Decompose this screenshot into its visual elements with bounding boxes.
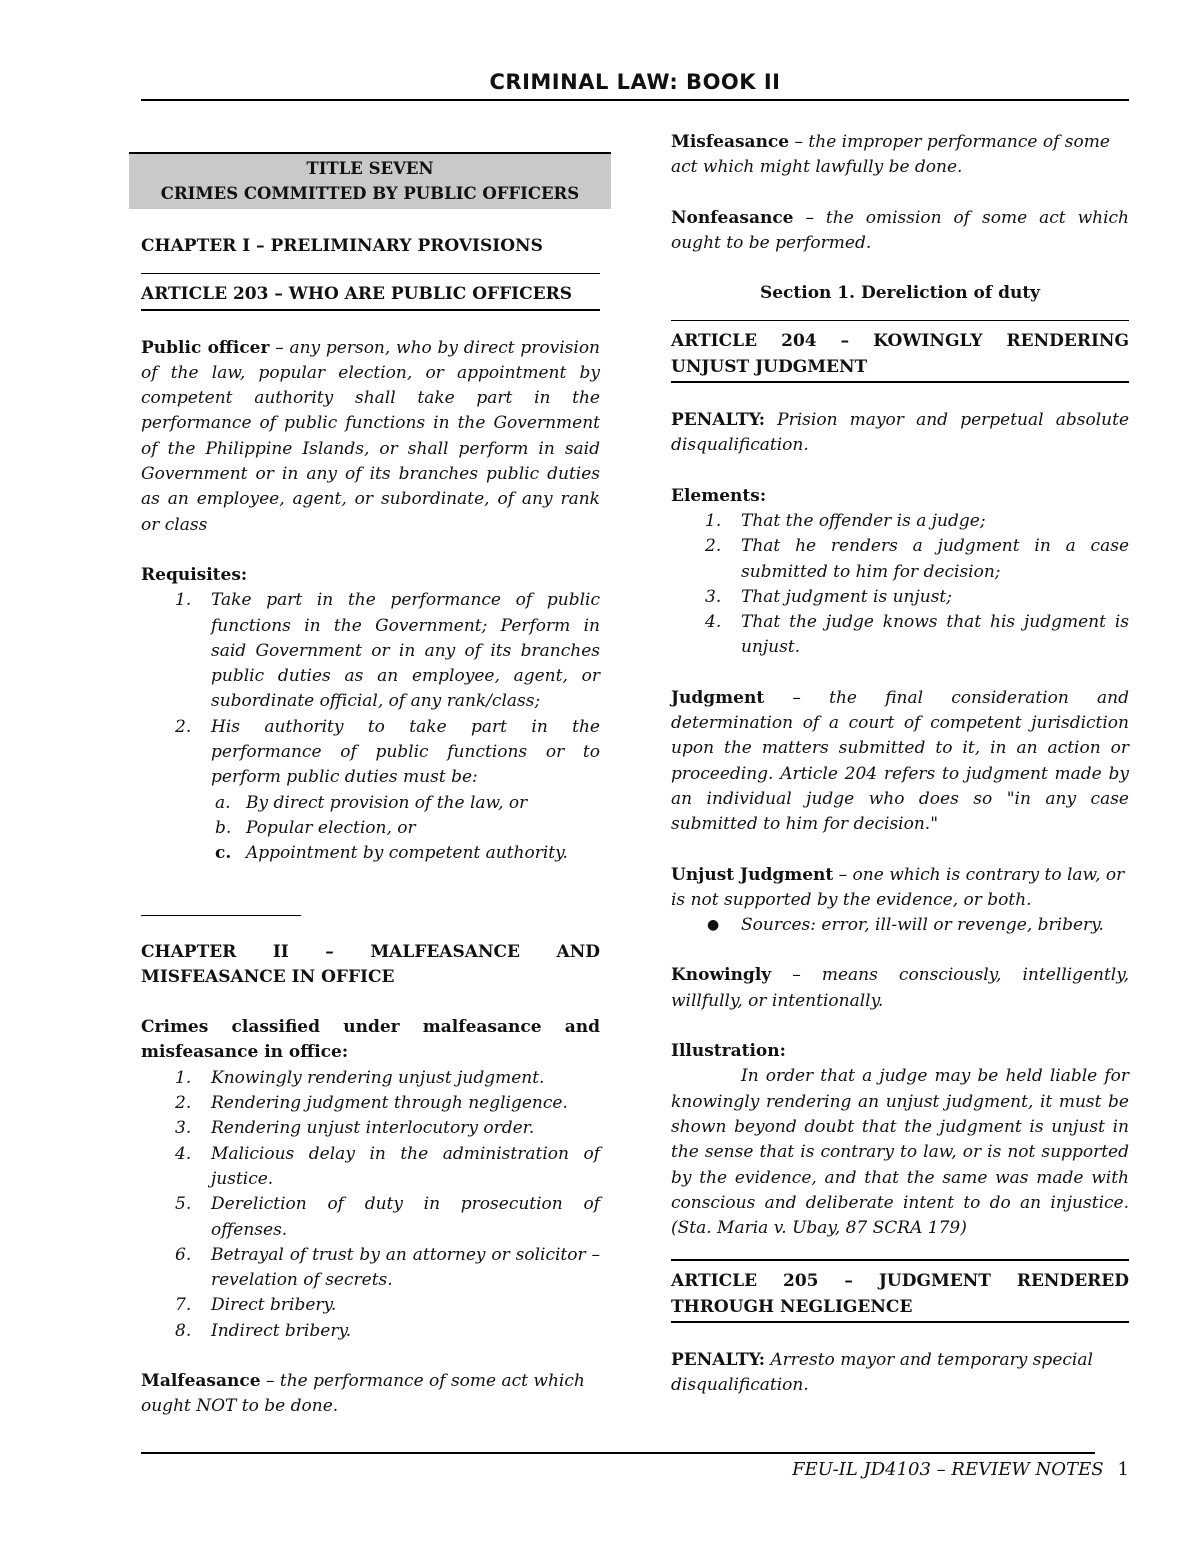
bullet-icon: ● xyxy=(707,917,720,934)
list-text: That judgment is unjust; xyxy=(741,586,952,607)
misfeasance-text: – the improper performance of some act which might lawfully be done. xyxy=(671,132,1110,178)
list-text: That the offender is a judge; xyxy=(741,510,986,531)
header-rule xyxy=(141,99,1129,101)
public-officer-term: Public officer xyxy=(141,337,270,358)
penalty-204 xyxy=(671,408,1129,459)
list-item xyxy=(141,715,600,791)
list-text: Malicious delay in the administration of justice. xyxy=(211,1143,600,1189)
page-footer xyxy=(700,1457,1129,1482)
judgment-term: Judgment xyxy=(671,687,765,708)
penalty-204-text: Prision mayor and perpetual absolute disqualification. xyxy=(671,410,1129,456)
malfeasance-text: – the performance of some act which ought NOT to be done. xyxy=(141,1370,585,1417)
list-text: His authority to take part in the performance of public functions or to perform public duties must be: xyxy=(211,716,600,788)
list-item xyxy=(141,1319,600,1344)
list-item xyxy=(141,1192,600,1243)
article-205-heading: ARTICLE 205 – JUDGMENT RENDERED THROUGH NEGLIGENCE xyxy=(671,1259,1129,1323)
list-text: That the judge knows that his judgment is unjust. xyxy=(741,612,1129,658)
sources-list xyxy=(671,913,1129,938)
list-item xyxy=(671,534,1129,585)
malfeasance-term: Malfeasance xyxy=(141,1370,261,1391)
list-text: Indirect bribery. xyxy=(211,1320,352,1341)
title-line-1: TITLE SEVEN xyxy=(306,159,434,178)
list-letter: c. xyxy=(215,843,232,864)
nonfeasance-term: Nonfeasance xyxy=(671,207,794,228)
penalty-205 xyxy=(671,1348,1129,1399)
public-officer-text: – any person, who by direct provision of the law, popular election, or appointment by competent authority shall take part in the performance of public functions in the Government of the Philippine Islands, or shall perform in said Government or in any of its branches public duties as an employee, agent, or subordinate, of any rank or class xyxy=(141,337,601,535)
list-text: Knowingly rendering unjust judgment. xyxy=(211,1067,545,1088)
crimes-list xyxy=(141,1066,600,1344)
list-text: Rendering unjust interlocutory order. xyxy=(211,1118,535,1139)
list-number: 4. xyxy=(175,1143,192,1164)
knowingly-term: Knowingly xyxy=(671,965,772,986)
illustration-text xyxy=(671,1064,1129,1241)
chapter-2-heading: CHAPTER II – MALFEASANCE AND MISFEASANCE IN OFFICE xyxy=(141,941,600,987)
list-text: Popular election, or xyxy=(246,817,416,838)
nonfeasance-text: – the omission of some act which ought to be performed. xyxy=(671,207,1129,253)
page-header-title: CRIMINAL LAW: BOOK II xyxy=(489,70,781,94)
list-number: 5. xyxy=(175,1194,192,1215)
list-item xyxy=(141,1091,600,1116)
requisites-list xyxy=(141,588,600,790)
list-item xyxy=(141,1142,600,1193)
list-text: Take part in the performance of public functions in the Government; Perform in said Government or in any of its branches public duties as an employee, agent, or subordinate official, of any rank/class; xyxy=(211,590,600,712)
list-text: Dereliction of duty in prosecution of offenses. xyxy=(211,1194,600,1240)
list-number: 1. xyxy=(175,590,192,611)
article-204-heading: ARTICLE 204 – KOWINGLY RENDERING UNJUST JUDGMENT xyxy=(671,320,1129,383)
section-1-heading: Section 1. Dereliction of duty xyxy=(759,283,1041,304)
list-item xyxy=(141,1243,600,1294)
list-item xyxy=(671,610,1129,661)
sub-requisites-list xyxy=(141,791,600,867)
footer-rule xyxy=(141,1452,1095,1454)
elements-list xyxy=(671,509,1129,661)
list-number: 2. xyxy=(705,536,722,557)
unjust-judgment-definition xyxy=(671,863,1129,914)
list-number: 2. xyxy=(175,1093,192,1114)
list-number: 2. xyxy=(175,716,192,737)
list-item xyxy=(141,1066,600,1091)
crimes-label: Crimes classified under malfeasance and misfeasance in office: xyxy=(141,1017,600,1063)
penalty-205-text: Arresto mayor and temporary special disqualification. xyxy=(671,1349,1093,1396)
penalty-label: PENALTY: xyxy=(671,1349,765,1370)
list-item xyxy=(141,1293,600,1318)
list-text: Sources: error, ill-will or revenge, bribery. xyxy=(741,915,1104,936)
public-officer-definition xyxy=(141,336,600,538)
illustration-body: In order that a judge may be held liable for knowingly rendering an unjust judgment, it must be shown beyond doubt that the judgment is unjust in the sense that is contrary to law, or is not supported by the evidence, and that the same was made with conscious and deliberate intent to do an injustice. (Sta. Maria v. Ubay, 87 SCRA 179) xyxy=(671,1066,1129,1239)
list-number: 3. xyxy=(705,586,722,607)
list-text: That he renders a judgment in a case submitted to him for decision; xyxy=(741,536,1129,582)
judgment-definition xyxy=(671,686,1129,838)
knowingly-definition xyxy=(671,963,1129,1014)
footer-text: FEU-IL JD4103 – REVIEW NOTES xyxy=(792,1459,1104,1480)
list-number: 4. xyxy=(705,612,722,633)
list-item xyxy=(671,913,1129,938)
penalty-label: PENALTY: xyxy=(671,410,765,431)
list-text: Rendering judgment through negligence. xyxy=(211,1093,568,1114)
list-item xyxy=(141,588,600,714)
chapter-1-heading: CHAPTER I – PRELIMINARY PROVISIONS xyxy=(141,236,543,256)
list-number: 1. xyxy=(705,510,722,531)
malfeasance-definition xyxy=(141,1369,600,1420)
list-item xyxy=(141,841,600,866)
list-text: Direct bribery. xyxy=(211,1295,337,1316)
list-number: 3. xyxy=(175,1118,192,1139)
list-text: By direct provision of the law, or xyxy=(246,792,528,813)
elements-label: Elements: xyxy=(671,485,767,506)
list-letter: b. xyxy=(215,817,232,838)
list-number: 8. xyxy=(175,1320,192,1341)
misfeasance-definition xyxy=(671,130,1129,181)
misfeasance-term: Misfeasance xyxy=(671,132,790,152)
list-text: Appointment by competent authority. xyxy=(246,843,568,864)
article-203-heading: ARTICLE 203 – WHO ARE PUBLIC OFFICERS xyxy=(141,273,600,310)
list-letter: a. xyxy=(215,792,231,813)
unjust-judgment-term: Unjust Judgment xyxy=(671,864,834,885)
list-item xyxy=(671,585,1129,610)
list-item xyxy=(141,816,600,841)
list-item xyxy=(671,509,1129,534)
title-box xyxy=(129,152,611,209)
list-item xyxy=(141,1116,600,1141)
section-divider xyxy=(141,915,301,916)
judgment-text: – the final consideration and determination of a court of competent jurisdiction upon the matters submitted to it, in an action or proceeding. Article 204 refers to judgment made by an individual judge who does so "in any case submitted to him for decision." xyxy=(671,687,1129,835)
list-text: Betrayal of trust by an attorney or solicitor – revelation of secrets. xyxy=(211,1244,600,1291)
list-number: 7. xyxy=(175,1295,192,1316)
requisites-label: Requisites: xyxy=(141,564,248,585)
illustration-label: Illustration: xyxy=(671,1041,786,1062)
unjust-judgment-text: – one which is contrary to law, or is not supported by the evidence, or both. xyxy=(671,864,1125,910)
knowingly-text: – means consciously, intelligently, willfully, or intentionally. xyxy=(671,965,1129,1011)
left-column xyxy=(141,152,600,1420)
list-number: 6. xyxy=(175,1244,192,1265)
page-number: 1 xyxy=(1117,1459,1129,1480)
list-item xyxy=(141,791,600,816)
title-line-2: CRIMES COMMITTED BY PUBLIC OFFICERS xyxy=(160,184,580,203)
right-column xyxy=(671,130,1129,1399)
nonfeasance-definition xyxy=(671,206,1129,257)
list-number: 1. xyxy=(175,1067,192,1088)
